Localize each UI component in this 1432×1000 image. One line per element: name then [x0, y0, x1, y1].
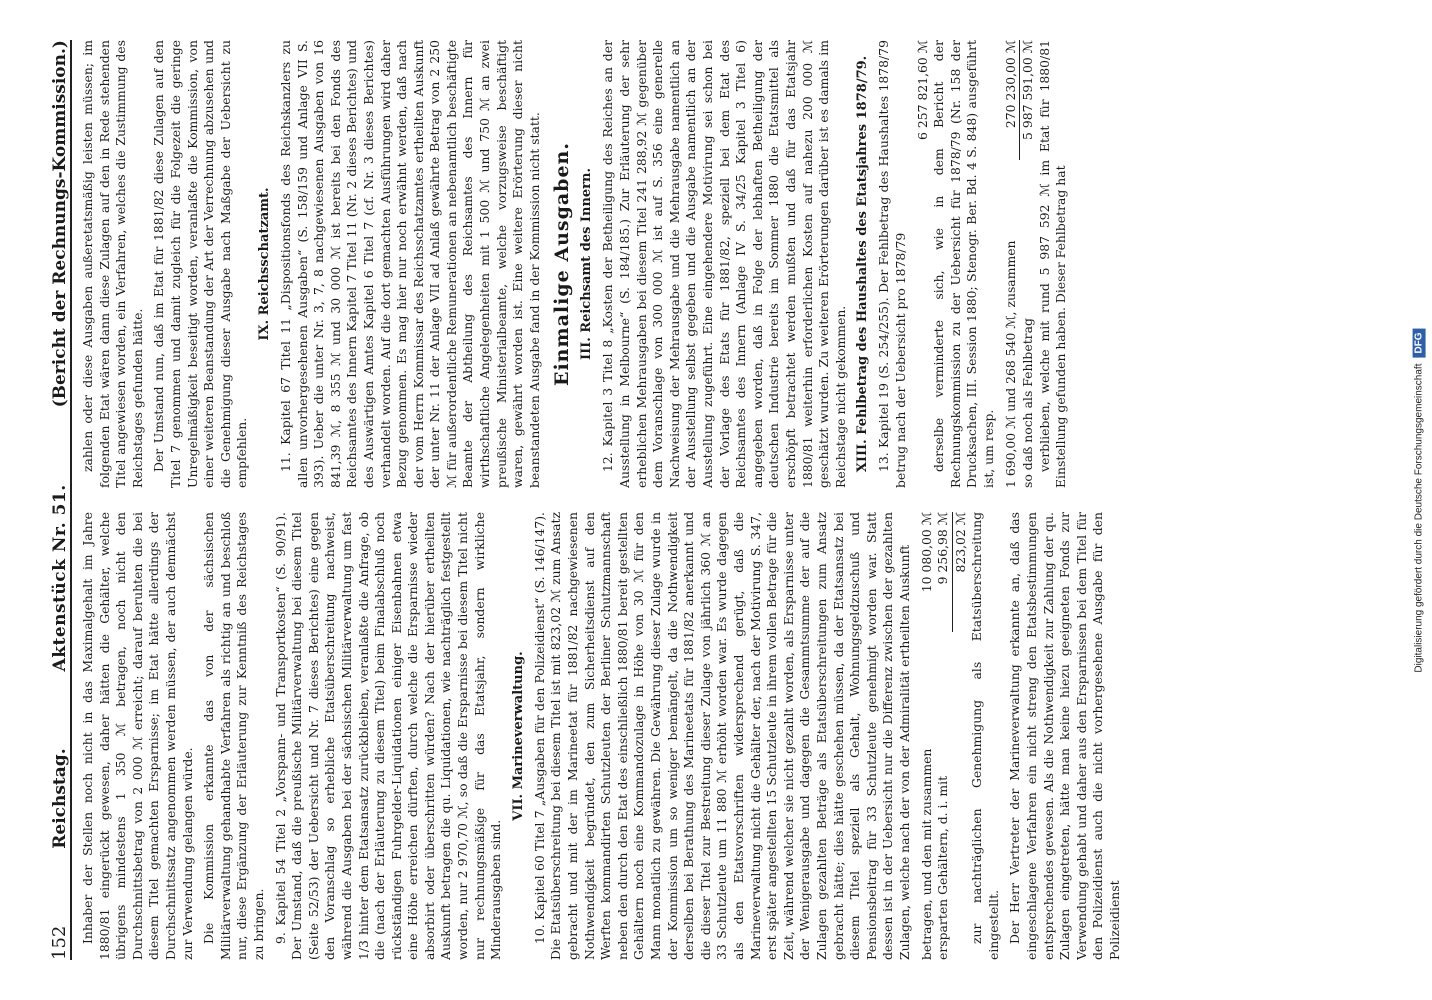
dfg-credit-text: Digitalisierung gefördert durch die Deutsche Forschungsgemeinschaft	[1413, 363, 1425, 673]
section-heading: XIII. Fehlbetrag des Haushaltes des Etatsjahres 1878/79.	[855, 55, 871, 473]
paragraph: 11. Kapitel 67 Titel 11 „Dispositionsfonds des Reichskanzlers zu allen unvorhergesehenen Ausgaben“ (S. 158/159 und Anlage VII S. 393). Ueber die unter Nr. 3, 7, 8 nachgewiesenen Ausgaben von 16 841,39 ℳ, 8 355 ℳ und 30 000 ℳ ist bereits bei den Fonds des Reichsamtes des Innern Kapitel 7 Titel 11 (Nr. 2 dieses Berichtes) und des Auswärtigen Amtes Kapitel 6 Titel 7 (cf. Nr. 3 dieses Berichtes) verhandelt worden. Auf die dort gemachten Ausführungen wird daher Bezug genommen. Es mag hier nur noch erwähnt werden, daß nach der vom Herrn Kommissar des Reichsschatzamtes ertheilten Auskunft der unter Nr. 11 der Anlage VII ad Anlaß gewährte Betrag von 2 250 ℳ für außerordentliche Remunerationen an nebenamtlich beschäftigte Beamte der Abtheilung des Reichsamtes des Innern für wirthschaftliche Angelegenheiten mit 1 500 ℳ und 750 ℳ an zwei preußische Ministerialbeamte, welche vorzugsweise beschäftigt waren, gewährt worden ist. Eine weitere Erörterung dieser nicht beanstandeten Ausgabe fand in der Kommission nicht statt.	[277, 40, 542, 488]
amount-value: 5 987 591,00 ℳ	[1020, 40, 1036, 140]
amount-label: so daß noch als Fehlbetrag	[1020, 318, 1036, 488]
amount-label: 1 690,00 ℳ und 268 540 ℳ, zusammen	[1002, 240, 1018, 488]
amount-line	[953, 512, 970, 960]
amount-line	[1003, 40, 1021, 488]
paragraph: verblieben, welche mit rund 5 987 592 ℳ im Etat für 1880/81 Einstellung gefunden haben. Dieser Fehlbetrag hat	[1036, 40, 1069, 488]
column-left	[80, 512, 1400, 960]
header-left: Reichstag.	[50, 748, 70, 849]
amount-label: betragen, und den mit zusammen	[918, 748, 934, 960]
paragraph: Der Herr Vertreter der Marineverwaltung erkannte an, daß das eingeschlagene Verfahren ein nicht streng den Etatsbestimmungen entsprechendes gewesen. Als die Nothwendigkeit zur Zahlung der qu. Zulagen eingetreten, hätte man keine hiezu geeigneten Fonds zur Verwendung gehabt und daher aus den Ersparnissen bei dem Titel für den Polizeidienst auch die nicht vorhergesehene Ausgabe für den Polizeidienst	[1007, 512, 1123, 960]
paragraph: Inhaber der Stellen noch nicht in das Maximalgehalt im Jahre 1880/81 eingerückt gewesen, daher hätten die Gehälter, welche übrigens mindestens 1 350 ℳ betragen, noch nicht den Durchschnittsbetrag von 2 000 ℳ erreicht; darauf beruhten die bei diesem Titel gemachten Ersparnisse; im Etat hätte allerdings der Durchschnittssatz angenommen werden müssen, der auch demnächst zur Verwendung gelangen würde.	[80, 512, 195, 960]
amount-value: 6 257 821,60 ℳ	[914, 40, 930, 140]
paragraph: Die Kommission erkannte das von der sächsischen Militärverwaltung gehandhabte Verfahren als richtig an und beschloß nur, diese Ergänzung der Erläuterung zur Kenntniß des Reichstages zu bringen.	[201, 512, 266, 960]
section-heading: VII. Marineverwaltung.	[510, 651, 526, 821]
paragraph: zahlen oder diese Ausgaben außeretatsmäßig leisten müssen; im folgenden Etat wären dann diese Zulagen auf den in Rede stehenden Titel angewiesen worden, ein Verfahren, welches die Zustimmung des Reichstages gefunden hätte.	[80, 40, 145, 488]
header-right: (Bericht der Rechnungs-Kommission.)	[50, 40, 70, 408]
column-right	[80, 40, 1400, 488]
section-heading: IX. Reichsschatzamt.	[256, 187, 272, 341]
paragraph: Der Umstand nun, daß im Etat für 1881/82 diese Zulagen auf den Titel 7 genommen und damit zugleich für die Folgezeit die geringe Unregelmäßigkeit beseitigt worden, veranlaßte die Kommission, von einer weiteren Beanstandung der Art der Verrechnung abzusehen und die Genehmigung dieser Ausgabe nach Maßgabe der Uebersicht zu empfehlen.	[151, 40, 250, 488]
paragraph: zur nachträglichen Genehmigung als Etatsüberschreitung eingestellt.	[969, 512, 1001, 960]
amount-line	[935, 512, 953, 960]
amount-line	[915, 40, 932, 488]
amount-line	[919, 512, 936, 960]
amount-line	[1020, 40, 1037, 488]
amount-value: 270 230,00 ℳ	[1003, 40, 1021, 160]
header-center: Aktenstück Nr. 51.	[50, 484, 70, 672]
document-page	[26, 20, 1406, 980]
paragraph: 10. Kapitel 60 Titel 7 „Ausgaben für den Polizeidienst“ (S. 146/147). Die Etatsüberschreitung bei diesem Titel ist mit 823,02 ℳ zum Ansatz gebracht und mit der im Marineetat für 1881/82 nachgewiesenen Nothwendigkeit begründet, den zum Sicherheitsdienst auf den Werften kommandirten Schutzleuten der Berliner Schutzmannschaft neben den durch den Etat des einschließlich 1880/81 bereit gestellten Gehältern noch eine Kommandozulage in Höhe von 30 ℳ für den Mann monatlich zu gewähren. Die Gewährung dieser Zulage wurde in der Kommission um so weniger bemängelt, da die Nothwendigkeit derselben bei Berathung des Marineetats für 1881/82 anerkannt und die dieser Titel zur Bestreitung dieser Zulage von jährlich 360 ℳ an 33 Schutzleute um 11 880 ℳ erhöht worden war. Es wurde dagegen als den Etatsvorschriften widersprechend gerügt, daß die Marineverwaltung nicht die Gehälter der, nach der Motivirung S. 347, erst später angestellten 15 Schutzleute in ihrem vollen Betrage für die Zeit, während welcher sie nicht gezahlt worden, als Ersparnisse unter der Wenigerausgabe und dagegen die Gesammtsumme der auf die Zulagen gezahlten Beträge als Etatsüberschreitungen zum Ansatz gebracht hätte; dies hätte geschehen müssen, da der Etatsansatz bei diesem Titel speziell als Gehalt, Wohnungsgeldzuschuß und Pensionsbeitrag für 33 Schutzleute genehmigt worden war. Statt dessen ist in der Uebersicht nur die Differenz zwischen der gezahlten Zulagen, welche nach der von der Admiralität ertheilten Auskunft	[531, 512, 912, 960]
dfg-credit	[1413, 328, 1426, 672]
paragraph: 13. Kapitel 19 (S. 254/255). Der Fehlbetrag des Haushaltes 1878/79 betrug nach der Uebersicht pro 1878/79	[876, 40, 908, 488]
amount-value: 10 080,00 ℳ	[918, 512, 934, 593]
paragraph: 9. Kapitel 54 Titel 2 „Vorspann- und Transportkosten“ (S. 90/91). Der Umstand, daß die preußische Militärverwaltung bei diesem Titel (Seite 52/53) der Uebersicht und Nr. 7 dieses Berichtes) eine gegen den Voranschlag so erhebliche Etatsüberschreitung nachweist, während die Ausgaben bei der sächsischen Militärverwaltung um fast 1/3 hinter dem Etatsansatz zurückbleiben, veranlaßte die Anfrage, ob die (nach der Erläuterung zu diesem Titel) beim Finalabschluß noch rückständigen Fuhrgelder-Liquidationen einiger Eisenbahnen etwa eine Höhe erreichen dürften, durch welche die Ersparnisse wieder absorbirt oder überschritten würden? Nach der hierüber ertheilten Auskunft betragen die qu. Liquidationen, wie nachträglich festgestellt worden, nur 2 970,70 ℳ, so daß die Ersparnisse bei diesem Titel nicht nur rechnungsmäßige für das Etatsjahr, sondern wirkliche Minderausgaben sind.	[272, 512, 504, 960]
page-header	[36, 40, 72, 960]
page-number: 152	[49, 925, 70, 960]
section-heading: III. Reichsamt des Innern.	[579, 168, 595, 360]
paragraph: derselbe verminderte sich, wie in dem Bericht der Rechnungskommission zu der Uebersicht für 1878/79 (Nr. 158 der Drucksachen, III. Session 1880; Stenogr. Ber. Bd. 4 S. 848) ausgeführt ist, um resp.	[931, 40, 996, 488]
dfg-logo: DFG	[1413, 328, 1426, 357]
amount-value: 823,02 ℳ	[952, 512, 968, 573]
amount-label: ersparten Gehältern, d. i. mit	[935, 775, 951, 960]
amount-value: 9 256,98 ℳ	[935, 512, 953, 632]
major-heading: Einmalige Ausgaben.	[551, 142, 574, 387]
text-columns	[80, 40, 1400, 960]
paragraph: 12. Kapitel 3 Titel 8 „Kosten der Betheiligung des Reiches an der Ausstellung in Melbourne“ (S. 184/185.) Zur Erläuterung der sehr erheblichen Mehrausgaben bei diesem Titel 241 288,92 ℳ gegenüber dem Voranschlage von 300 000 ℳ ist auf S. 356 eine generelle Nachweisung der Mehrausgabe und die Mehrausgabe namentlich an der Ausstellung selbst gegeben und die Ausgabe namentlich an der Ausstellung zugeführt. Eine eingehendere Motivirung sei schon bei der Vorlage des Etats für 1881/82, speziell bei dem Etat des Reichsamtes des Innern (Anlage IV S. 34/25 Kapitel 3 Titel 6) angegeben worden, daß in Folge der lebhaften Betheiligung der deutschen Industrie bereits im Sommer 1880 die Etatsmittel als erschöpft betrachtet werden mußten und daß für das Etatsjahr 1880/81 weiterhin erforderlichen Kosten auf nahezu 200 000 ℳ geschätzt wurden. Zu weiteren Erörterungen darüber ist es damals im Reichstage nicht gekommen.	[600, 40, 848, 488]
dfg-sidebar	[1406, 0, 1432, 1000]
